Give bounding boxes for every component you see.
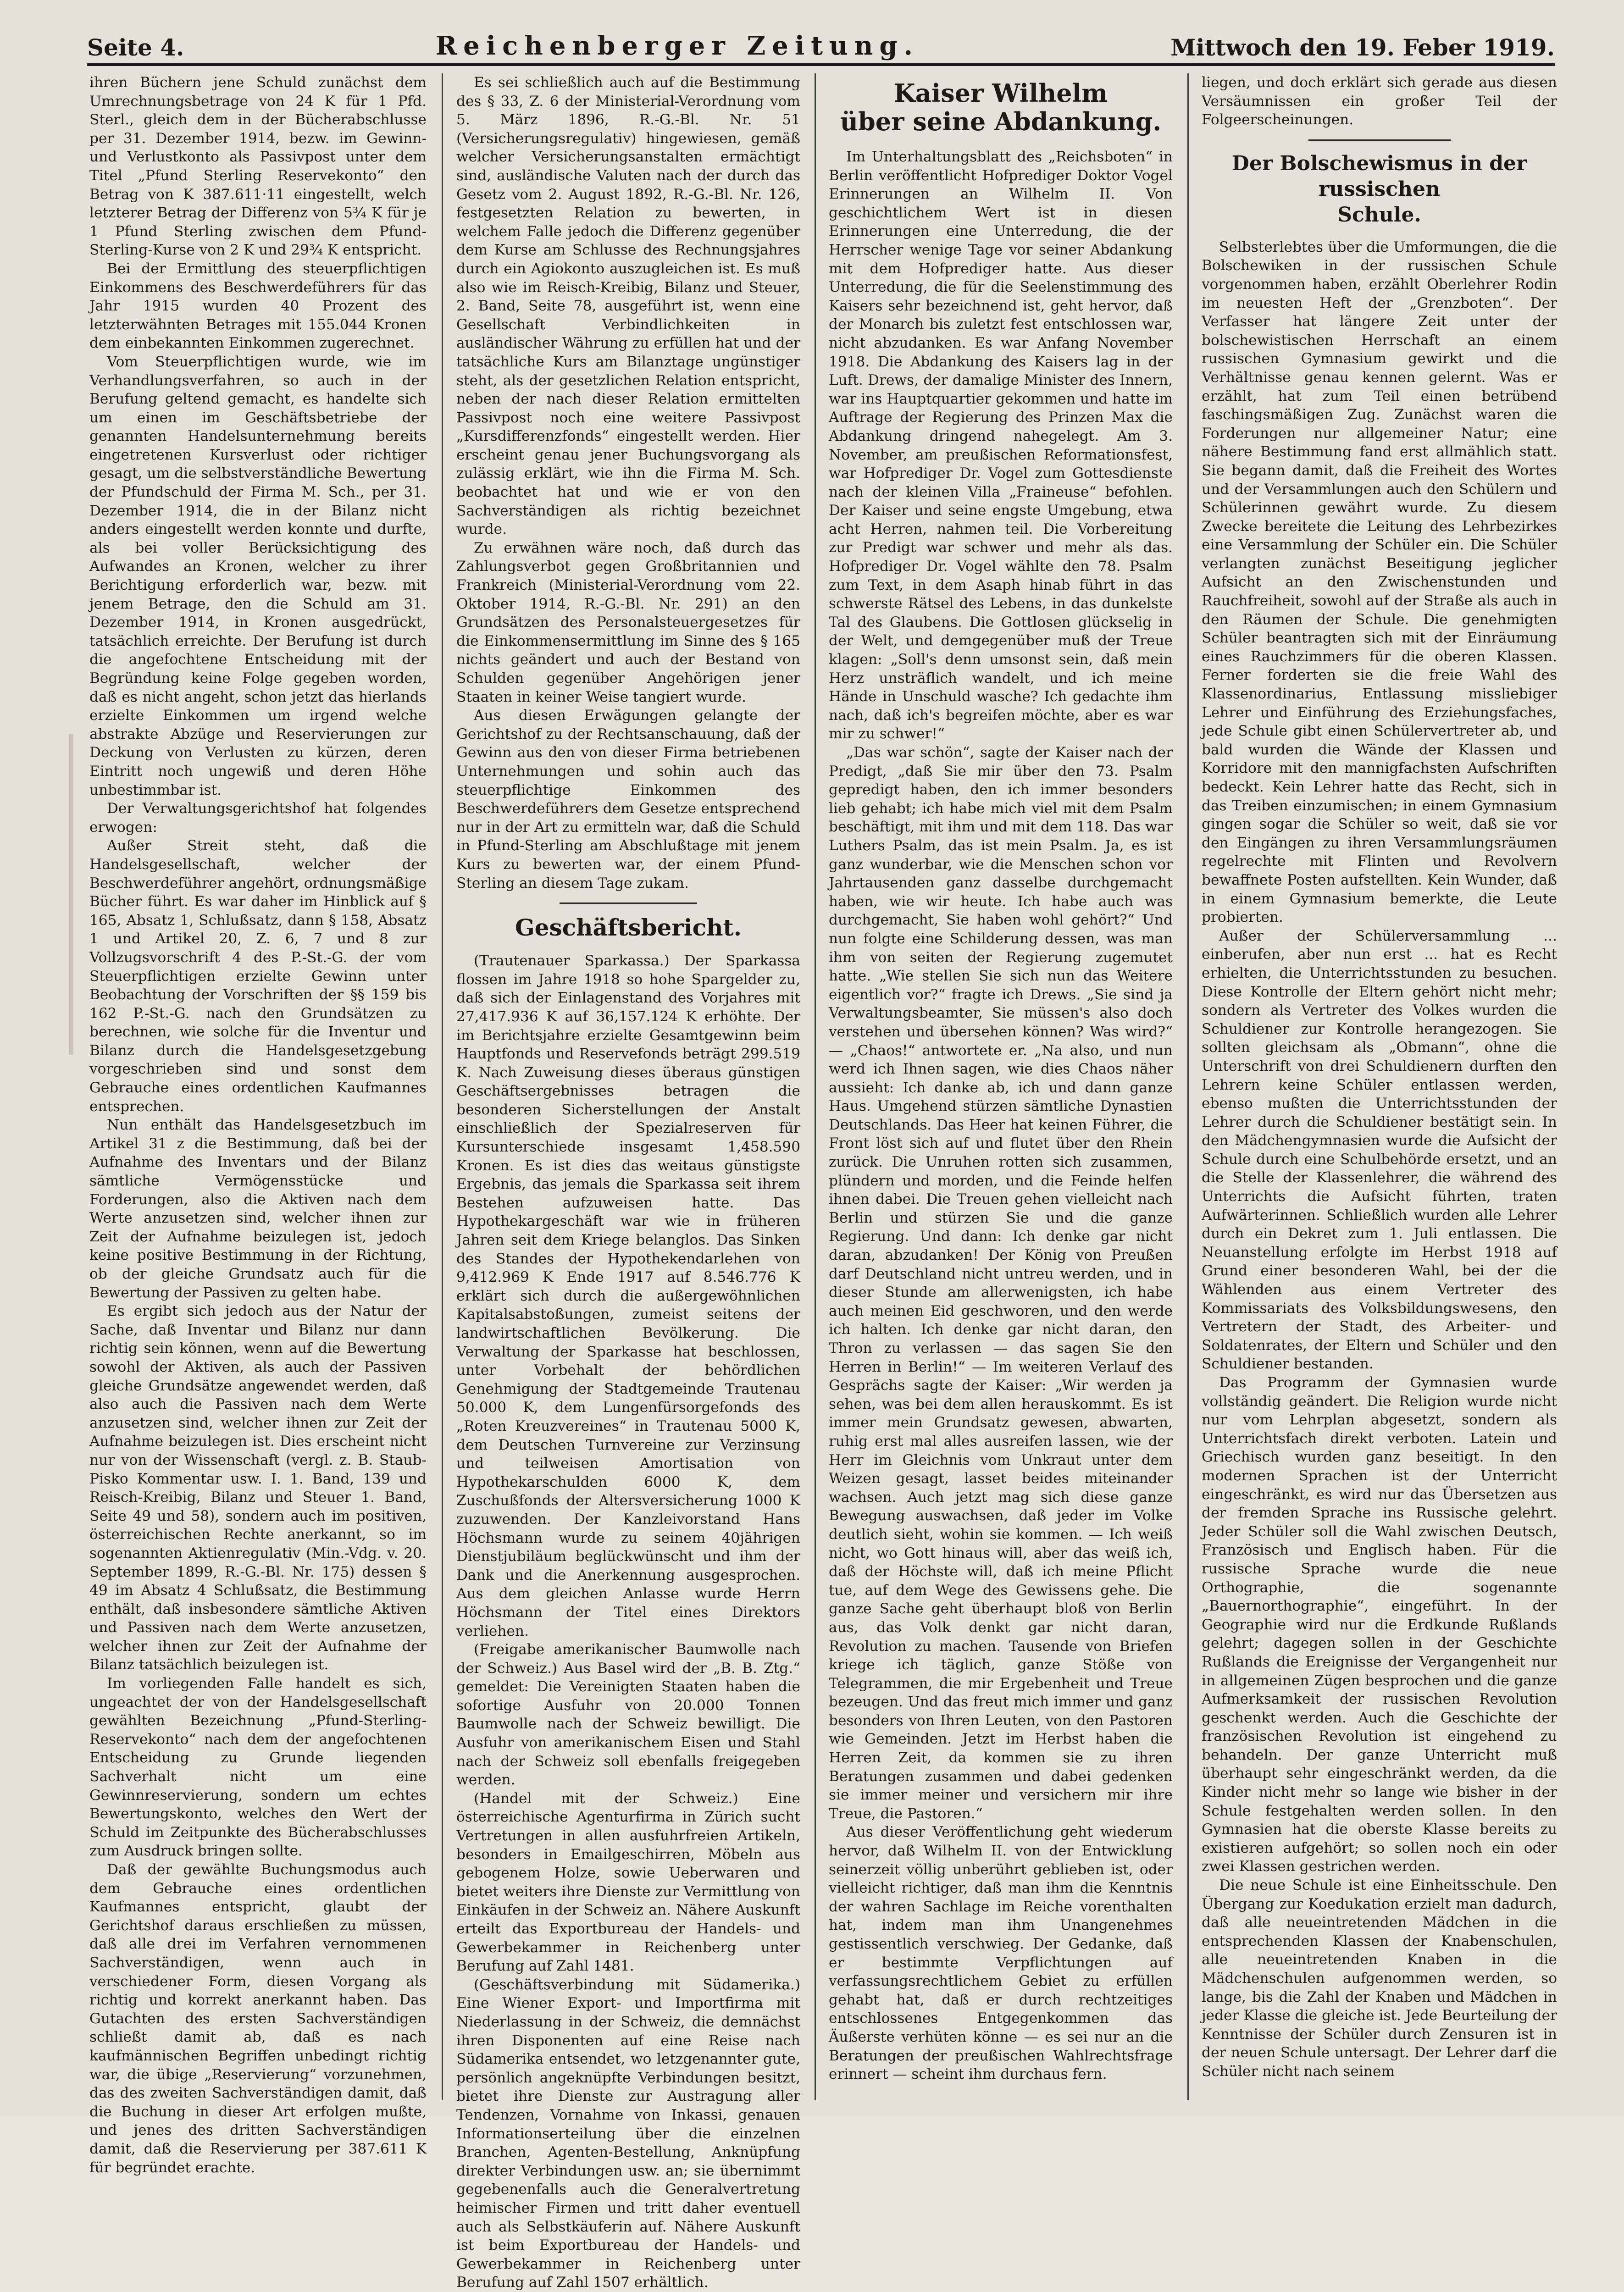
article-columns (89, 73, 1557, 2291)
column-1-paragraph: Nun enthält das Handelsgesetzbuch im Artikel 31 z die Bestimmung, daß bei der Aufnahme des Inventars und der Bilanz sämtliche Vermögensstücke und Forderungen, also die Aktiven nach dem Werte anzusetzen sind, welcher ihnen zur Zeit der Aufnahme beizulegen ist, jedoch keine positive Bestimmung in der Richtung, ob der gleiche Grundsatz auch für die Bewertung der Passiven zu gelten habe. (89, 1117, 427, 1301)
column-4-paragraph: liegen, und doch erklärt sich gerade aus diesen Versäumnissen ein großer Teil der Folgeerscheinungen. (1202, 74, 1557, 128)
column-1-paragraph: Außer Streit steht, daß die Handelsgesellschaft, welcher der Beschwerdeführer angehört, ordnungsmäßige Bücher führt. Es war daher im Hinblick auf § 165, Absatz 1, Schlußsatz, dann § 158, Absatz 1 und Artikel 20, Z. 6, 7 und 8 zur Vollzugsvorschrift 4 des P.-St.-G. der vom Steuerpflichtigen erzielte Gewinn unter Beobachtung der Vorschriften der §§ 159 bis 162 P.-St.-G. nach den Grundsätzen zu berechnen, wie solche für die Inventur und Bilanz durch die Handelsgesetzgebung vorgeschrieben sind und sonst dem Gebrauche eines ordentlichen Kaufmannes entsprechen. (89, 837, 427, 1115)
column-2-paragraph: Aus diesen Erwägungen gelangte der Gerichtshof zu der Rechtsanschauung, daß der Gewinn aus den von dieser Firma betriebenen Unternehmungen und sohin auch das steuerpflichtige Einkommen des Beschwerdeführers dem Gesetze entsprechend nur in der Art zu ermitteln war, daß die Schuld in Pfund-Sterling am Abschlußtage mit jenem Kurs zu bewerten war, der einem Pfund-Sterling an diesem Tage zukam. (456, 707, 800, 891)
section-title-geschaeftsbericht: Geschäftsbericht. (515, 914, 742, 941)
article-title-line-1: Kaiser Wilhelm (893, 78, 1108, 108)
column-2-paragraph: (Handel mit der Schweiz.) Eine österreichische Agenturfirma in Zürich sucht Vertretungen in allen ausfuhrfreien Artikeln, besonders in Emailgeschirren, Möbeln aus gebogenem Holze, sowie Ueberwaren und bietet weiters ihre Dienste zur Vermittlung von Einkäufen in der Schweiz an. Nähere Auskunft erteilt das Exportbureau der Handels- und Gewerbekammer in Reichenberg unter Berufung auf Zahl 1481. (456, 1790, 800, 1975)
column-4-paragraph: Außer der Schülerversammlung ... einberufen, aber nun erst ... hat es Recht erhielten, die Unterrichtsstunden zu besuchen. Diese Kontrolle der Eltern gehört nicht mehr; sondern als Vertreter des Volkes wurden die Schuldiener zur Kontrolle herangezogen. Sie sollten gleichsam als „Obmann“, ohne die Unterschrift von drei Schuldienern durften den Lehrern keine Schüler entlassen werden, ebenso mußten die Unterrichtsstunden der Lehrer durch die Schuldiener bestätigt sein. In den Mädchengymnasien wurde die Aufsicht der Schule durch eine Schulbehörde ersetzt, und an die Stelle der Klassenlehrer, die während des Unterrichts die Aufsicht führten, traten Aufwärterinnen. Schließlich wurden alle Lehrer durch ein Dekret zum 1. Juli entlassen. Die Neuanstellung erfolgte im Herbst 1918 auf Grund einer besonderen Wahl, bei der die Wählenden aus einem Vertreter des Kommissariats des Volksbildungswesens, den Vertretern der Stadt, des Arbeiter- und Soldatenrates, der Eltern und Schüler und den Schuldiener bestanden. (1202, 927, 1557, 1373)
column-4-paragraph: Selbsterlebtes über die Umformungen, die die Bolschewiken in der russischen Schule vorgenommen haben, erzählt Oberlehrer Rodin im neuesten Heft der „Grenzboten“. Der Verfasser hat längere Zeit unter der bolschewistischen Herrschaft an einem russischen Gymnasium gewirkt und die Verhältnisse genau kennen gelernt. Was er erzählt, hat zum Teil einen betrübend faschingsmäßigen Zug. Zunächst waren die Forderungen nur allgemeiner Natur; eine nähere Bestimmung fand erst allmählich statt. Sie begann damit, daß die Freiheit des Wortes und der Versammlungen auch den Schülern und Schülerinnen gewährt wurde. Zu diesem Zwecke bereitete die Leitung des Lehrbezirkes eine Versammlung der Schüler ein. Die Schüler verlangten zunächst Beseitigung jeglicher Aufsicht an den Zwischenstunden und Rauchfreiheit, sowohl auf der Straße als auch in den Räumen der Schule. Die genehmigten Schüler beantragten sich mit der Einräumung eines Rauchzimmers für die oberen Klassen. Ferner forderten sie die freie Wahl des Klassenordinarius, Entlassung missliebiger Lehrer und Einführung des Erziehungsfaches, jede Schule gibt einen Schülervertreter ab, und bald wurden die Wände der Klassen und Korridore mit den mannigfachsten Aufschriften bedeckt. Kein Lehrer hatte das Recht, sich in das Treiben einzumischen; in einem Gymnasium gingen sogar die Schüler so weit, daß sie vor den Eingängen zu ihren Versammlungsräumen regelrechte mit Flinten und Revolvern bewaffnete Posten aufstellten. Kein Wunder, daß in einem Gymnasium bemerkte, die Leute probierten. (1202, 238, 1557, 926)
article-title-kaiser-wilhelm (829, 79, 1173, 136)
column-4 (1202, 73, 1557, 2100)
newspaper-masthead: Reichenberger Zeitung. (435, 31, 920, 61)
column-2-paragraph: (Geschäftsverbindung mit Südamerika.) Eine Wiener Export- und Importfirma mit Niederlassung in der Schweiz, die demnächst ihren Disponenten auf eine Reise nach Südamerika entsendet, wo letzgenannter gute, persönlich angeknüpfte Verbindungen besitzt, bietet ihre Dienste zur Austragung aller Tendenzen, Vornahme von Inkassi, genauen Informationserteilung über die einzelnen Branchen, Agenten-Bestellung, Anknüpfung direkter Verbindungen usw. an; sie übernimmt gegebenenfalls auch die Generalvertretung heimischer Firmen und tritt daher eventuell auch als Selbstkäuferin auf. Nähere Auskunft ist beim Exportbureau der Handels- und Gewerbekammer in Reichenberg unter Berufung auf Zahl 1507 erhältlich. (456, 1976, 800, 2291)
column-1-paragraph: ihren Büchern jene Schuld zunächst dem Umrechnungsbetrage von 24 K für 1 Pfd. Sterl., gleich dem in der Bücherabschlusse per 31. Dezember 1914, bezw. im Gewinn- und Verlustkonto als Passivpost unter dem Titel „Pfund Sterling Reservekonto“ den Betrag von K 387.611·11 eingestellt, welch letzterer Betrag der Differenz von 5¾ K für je 1 Pfund Sterling zwischen dem Pfund-Sterling-Kurse von 2 K und 29¾ K entspricht. (89, 74, 427, 259)
article-title-bolschewismus (1202, 151, 1557, 228)
column-2 (456, 73, 800, 2291)
column-1-paragraph: Der Verwaltungsgerichtshof hat folgendes erwogen: (89, 800, 427, 836)
column-4-paragraph: Die neue Schule ist eine Einheitsschule. Den Übergang zur Koedukation erzielt man dadurch, daß alle neueintretenden Mädchen in die entsprechenden Klassen der Knabenschulen, alle neueintretenden Knaben in die Mädchenschulen aufgenommen werden, so lange, bis die Zahl der Knaben und Mädchen in jeder Klasse die gleiche ist. Jede Beurteilung der Kenntnisse der Schüler durch Zensuren ist in der neuen Schule untersagt. Der Lehrer darf die Schüler nicht nach seinem (1202, 1877, 1557, 2080)
section-separator (1308, 139, 1451, 141)
column-2-paragraph: Es sei schließlich auch auf die Bestimmung des § 33, Z. 6 der Ministerial-Verordnung vom 5. März 1896, R.-G.-Bl. Nr. 51 (Versicherungsregulativ) hingewiesen, gemäß welcher Versicherungsanstalten ermächtigt sind, ausländische Valuten nach der durch das Gesetz vom 2. August 1892, R.-G.-Bl. Nr. 126, festgesetzten Relation zu bewerten, in welchem Falle jedoch die Differenz gegenüber dem Kurse am Schlusse des Rechnungsjahres durch ein Agiokonto auszugleichen ist. Es muß also wie im Reisch-Kreibig, Bilanz und Steuer, 2. Band, Seite 78, ausgeführt ist, wenn eine Gesellschaft Verbindlichkeiten in ausländischer Währung zu erfüllen hat und der tatsächliche Kurs am Bilanztage ungünstiger steht, als der gesetzlichen Relation entspricht, neben der nach dieser Relation ermittelten Passivpost noch eine weitere Passivpost „Kursdifferenzfonds“ eingestellt werden. Hier erscheint genau jener Buchungsvorgang als zulässig erklärt, wie ihn die Firma M. Sch. beobachtet hat und wie er von den Sachverständigen als richtig bezeichnet wurde. (456, 74, 800, 538)
column-1 (89, 73, 427, 2176)
section-separator (560, 902, 697, 904)
column-1-paragraph: Bei der Ermittlung des steuerpflichtigen Einkommens des Beschwerdeführers für das Jahr 1915 wurden 40 Prozent des letzterwähnten Betrages mit 155.044 Kronen dem einbekannten Einkommen zugerechnet. (89, 260, 427, 352)
column-1-paragraph: Es ergibt sich jedoch aus der Natur der Sache, daß Inventar und Bilanz nur dann richtig sein können, wenn auf die Bewertung sowohl der Aktiven, als auch der Passiven gleiche Grundsätze angewendet werden, daß also auch die Passiven nach dem Werte anzusetzen sind, welcher ihnen zur Zeit der Aufnahme beizulegen ist. Dies erscheint nicht nur von der Wissenschaft (vergl. z. B. Staub-Pisko Kommentar usw. I. 1. Band, 139 und Reisch-Kreibig, Bilanz und Steuer 1. Band, Seite 49 und 58), sondern auch im positiven, österreichischen Rechte anerkannt, so im sogenannten Aktienregulativ (Min.-Vdg. v. 20. September 1899, R.-G.-Bl. Nr. 175) dessen § 49 im Absatz 4 Schlußsatz, die Bestimmung enthält, daß insbesondere sämtliche Aktiven und Passiven nach dem Werte anzusetzen, welcher ihnen zur Zeit der Aufnahme der Bilanz tatsächlich beizulegen ist. (89, 1303, 427, 1673)
issue-date: Mittwoch den 19. Feber 1919. (1170, 34, 1555, 61)
column-3-paragraph: Aus dieser Veröffentlichung geht wiederum hervor, daß Wilhelm II. von der Entwicklung seinerzeit völlig unberührt geblieben ist, oder vielleicht richtiger, daß man ihm die Kenntnis der wahren Sachlage im Reiche vorenthalten hat, indem man ihm Unangenehmes gestissentlich verschwieg. Der Gedanke, daß er bestimmte Verpflichtungen auf verfassungsrechtlichem Gebiet zu erfüllen gehabt hat, daß er durch rechtzeitiges entschlossenes Entgegenkommen das Äußerste verhüten könne — es sei nur an die Beratungen der preußischen Wahlrechtsfrage erinnert — scheint ihm durchaus fern. (829, 1824, 1173, 2083)
article-title-line-2: über seine Abdankung. (840, 107, 1162, 136)
column-2-paragraph: (Freigabe amerikanischer Baumwolle nach der Schweiz.) Aus Basel wird der „B. B. Ztg.“ gemeldet: Die Vereinigten Staaten haben die sofortige Ausfuhr von 20.000 Tonnen Baumwolle nach der Schweiz bewilligt. Die Ausfuhr von amerikanischem Eisen und Stahl nach der Schweiz soll ebenfalls freigegeben werden. (456, 1641, 800, 1788)
column-1-paragraph: Im vorliegenden Falle handelt es sich, ungeachtet der von der Handelsgesellschaft gewählten Bezeichnung „Pfund-Sterling-Reservekonto“ nach dem der angefochtenen Entscheidung zu Grunde liegenden Sachverhalt nicht um eine Gewinnreservierung, sondern um echtes Bewertungskonto, welches den Wert der Schuld im Zeitpunkte des Bücherabschlusses zum Ausdruck bringen sollte. (89, 1675, 427, 1860)
page-header (87, 25, 1555, 61)
column-3 (829, 73, 1173, 2100)
page-edge-shadow (69, 734, 73, 1055)
column-2-paragraph: (Trautenauer Sparkassa.) Der Sparkassa flossen im Jahre 1918 so hohe Spargelder zu, daß sich der Einlagenstand des Vorjahres mit 27,417.936 K auf 36,157.124 K erhöhte. Der im Berichtsjahre erzielte Gesamtgewinn beim Hauptfonds und Reservefonds beträgt 299.519 K. Nach Zuweisung dieses überaus günstigen Geschäftsergebnisses betragen die besonderen Sicherstellungen der Anstalt einschließlich der Spezialreserven für Kursunterschiede insgesamt 1,458.590 Kronen. Es ist dies das weitaus günstigste Ergebnis, das jemals die Sparkassa seit ihrem Bestehen aufzuweisen hatte. Das Hypothekargeschäft war wie in früheren Jahren seit dem Kriege belanglos. Das Sinken des Standes der Hypothekendarlehen von 9,412.969 K Ende 1917 auf 8.546.776 K erklärt sich durch die außergewöhnlichen Kapitalsabstoßungen, zumeist seitens der landwirtschaftlichen Bevölkerung. Die Verwaltung der Sparkasse hat beschlossen, unter Vorbehalt der behördlichen Genehmigung der Stadtgemeinde Trautenau 50.000 K, dem Lungenfürsorgefonds des „Roten Kreuzvereines“ in Trautenau 5000 K, dem Deutschen Turnvereine zur Verzinsung und teilweisen Amortisation von Hypothekarschulden 6000 K, dem Zuschußfonds der Altersversicherung 1000 K zuzuwenden. Der Kanzleivorstand Hans Höchsmann wurde zu seinem 40jährigen Dienstjubiläum beglückwünscht und ihm der Dank und die Anerkennung ausgesprochen. Aus dem gleichen Anlasse wurde Herrn Höchsmann der Titel eines Direktors verliehen. (456, 952, 800, 1639)
header-rule (87, 63, 1555, 66)
article-title-line-2: Schule. (1337, 203, 1421, 227)
page-number-label: Seite 4. (87, 34, 184, 61)
article-title-line-1: Der Bolschewismus in der russischen (1231, 151, 1527, 201)
column-4-paragraph: Das Programm der Gymnasien wurde vollständig geändert. Die Religion wurde nicht nur vom Lehrplan abgesetzt, sondern als Unterrichtsfach direkt verboten. Latein und Griechisch wurden ganz beseitigt. In den modernen Sprachen ist der Unterricht eingeschränkt, es wird nur das Übersetzen aus der fremden Sprache ins Russische gelehrt. Jeder Schüler soll die Wahl zwischen Deutsch, Französisch und Englisch haben. Für die russische Sprache wurde die neue Orthographie, die sogenannte „Bauernorthographie“, eingeführt. In der Geographie wird nur die Erdkunde Rußlands gelehrt; dagegen sollen in der Geschichte Rußlands die Ereignisse der Vergangenheit nur in allgemeinen Zügen besprochen und die ganze Aufmerksamkeit der russischen Revolution geschenkt werden. Auch die Geschichte der französischen Revolution ist eingehend zu behandeln. Der ganze Unterricht muß überhaupt sehr eingeschränkt werden, da die Kinder nicht mehr so lange wie bisher in der Schule festgehalten werden sollen. In den Gymnasien hat die oberste Klasse bereits zu existieren aufgehört; so sollen noch ein oder zwei Klassen gestrichen werden. (1202, 1374, 1557, 1875)
column-1-paragraph: Vom Steuerpflichtigen wurde, wie im Verhandlungsverfahren, so auch in der Berufung geltend gemacht, es handelte sich um einen im Geschäftsbetriebe der genannten Handelsunternehmung bereits eingetretenen Kursverlust oder richtiger gesagt, um die selbstverständliche Bewertung der Pfundschuld der Firma M. Sch., per 31. Dezember 1914, die in der Bilanz nicht anders eingestellt werden konnte und durfte, als bei voller Berücksichtigung des Aufwandes an Kronen, welcher zu ihrer Berichtigung erforderlich war, bezw. mit jenem Betrage, den die Schuld am 31. Dezember 1914, in Kronen ausgedrückt, tatsächlich erreichte. Der Berufung ist durch die angefochtene Entscheidung mit der Begründung keine Folge gegeben worden, daß es nicht angeht, schon jetzt das hierlands erzielte Einkommen um irgend welche abstrakte Abzüge und Reservierungen zur Deckung von Verlusten zu kürzen, deren Eintritt noch ungewiß und deren Höhe unbestimmbar ist. (89, 353, 427, 798)
column-3-paragraph: Im Unterhaltungsblatt des „Reichsboten“ in Berlin veröffentlicht Hofprediger Doktor Vogel Erinnerungen an Wilhelm II. Von geschichtlichem Wert ist in diesen Erinnerungen eine Unterredung, die der Herrscher wenige Tage vor seiner Abdankung mit dem Hofprediger hatte. Aus dieser Unterredung, die für die Seelenstimmung des Kaisers sehr bezeichnend ist, geht hervor, daß der Monarch bis zuletzt fest entschlossen war, nicht abzudanken. Es war Anfang November 1918. Die Abdankung des Kaisers lag in der Luft. Drews, der damalige Minister des Innern, war ins Hauptquartier gekommen und hatte im Auftrage der Regierung des Prinzen Max die Abdankung dringend nahegelegt. Am 3. November, am preußischen Reformationsfest, war Hofprediger Dr. Vogel zum Gottesdienste nach der kleinen Villa „Fraineuse“ befohlen. Der Kaiser und seine engste Umgebung, etwa acht Herren, nahmen teil. Die Vorbereitung zur Predigt war schwer und mehr als das. Hofprediger Dr. Vogel wählte den 78. Psalm zum Text, in dem Asaph hinab führt in das schwerste Rätsel des Lebens, in das dunkelste Tal des Glaubens. Die Gottlosen glückselig in der Welt, und demgegenüber muß der Treue klagen: „Soll's denn umsonst sein, daß mein Herz unsträflich wandelt, und ich meine Hände in Unschuld wasche? Ich gedachte ihm nach, daß ich's begreifen möchte, aber es war mir zu schwer!“ (829, 149, 1173, 742)
column-1-paragraph: Daß der gewählte Buchungsmodus auch dem Gebrauche eines ordentlichen Kaufmannes entspricht, glaubt der Gerichtshof daraus erschließen zu müssen, daß alle drei im Verfahren vernommenen Sachverständigen, wenn auch in verschiedener Form, diesen Vorgang als richtig und korrekt anerkannt haben. Das Gutachten des ersten Sachverständigen schließt damit ab, daß es nach kaufmännischen Begriffen unbedingt richtig war, die übige „Reservierung“ vorzunehmen, das des zweiten Sachverständigen damit, daß die Buchung in dieser Art erfolgen mußte, und jenes des dritten Sachverständigen damit, daß die Reservierung per 387.611 K für begründet erachte. (89, 1861, 427, 2176)
column-3-paragraph: „Das war schön“, sagte der Kaiser nach der Predigt, „daß Sie mir über den 73. Psalm gepredigt haben, den ich immer besonders lieb gehabt; ich habe mich viel mit dem Psalm beschäftigt, mit ihm und mit dem 118. Das war Luthers Psalm, das ist mein Psalm. Ja, es ist ganz wunderbar, wie die Menschen schon vor Jahrtausenden ganz dasselbe durchgemacht haben, wie wir heute. Ich habe auch was durchgemacht, Sie haben wohl gehört?“ Und nun folgte eine Schilderung dessen, was man ihm von seiten der Regierung zugemutet hatte. „Wie stellen Sie sich nun das Weitere eigentlich vor?“ fragte ich Drews. „Sie sind ja Verwaltungsbeamter, Sie müssen's also doch verstehen und übersehen können? Was wird?“ — „Chaos!“ antwortete er. „Na also, und nun werd ich Ihnen sagen, wie dies Chaos näher aussieht: Ich danke ab, ich und dann ganze Haus. Umgehend stürzen sämtliche Dynastien Deutschlands. Das Heer hat keinen Führer, die Front löst sich auf und flutet über den Rhein zurück. Die Unruhen rotten sich zusammen, plündern und morden, und die Feinde helfen ihnen dabei. Die Treuen gehen vielleicht nach Berlin und stürzen Sie und die ganze Regierung. Und dann: Ich denke gar nicht daran, abzudanken! Der König von Preußen darf Deutschland nicht untreu werden, und in dieser Stunde am allerwenigsten, ich habe auch meinen Eid geschworen, und den werde ich halten. Ich denke gar nicht daran, den Thron zu verlassen — das sagen Sie den Herren in Berlin!“ — Im weiteren Verlauf des Gesprächs sagte der Kaiser: „Wir werden ja sehen, was bei dem allen herauskommt. Es ist immer mein Grundsatz gewesen, abwarten, ruhig erst mal alles ausreifen lassen, wie der Herr im Gleichnis vom Unkraut unter dem Weizen gesagt, lasset beides miteinander wachsen. Auch jetzt mag sich diese ganze Bewegung auswachsen, daß jeder im Volke deutlich sieht, wohin sie kommen. — Ich weiß nicht, wo Gott hinaus will, aber das weiß ich, daß der Höchste will, daß ich meine Pflicht tue, auf dem Wege des Gewissens gehe. Die ganze Sache geht überhaupt bloß von Berlin aus, das Volk denkt gar nicht daran, Revolution zu machen. Tausende von Briefen kriege ich täglich, ganze Stöße von Telegrammen, die mir Ergebenheit und Treue bezeugen. Und das freut mich immer und ganz besonders von Ihren Leuten, von den Pastoren wie Gemeinden. Jetzt im Herbst haben die Herren Zeit, da kommen sie zu ihren Beratungen zusammen und dabei gedenken sie immer meiner und versichern mir ihre Treue, die Pastoren.“ (829, 744, 1173, 1822)
column-2-paragraph: Zu erwähnen wäre noch, daß durch das Zahlungsverbot gegen Großbritannien und Frankreich (Ministerial-Verordnung vom 22. Oktober 1914, R.-G.-Bl. Nr. 291) an den Grundsätzen des Personalsteuergesetzes für die Einkommensermittlung im Sinne des § 165 nichts geändert und auch der Bestand von Schulden gegenüber Angehörigen jener Staaten in keiner Weise tangiert wurde. (456, 539, 800, 705)
